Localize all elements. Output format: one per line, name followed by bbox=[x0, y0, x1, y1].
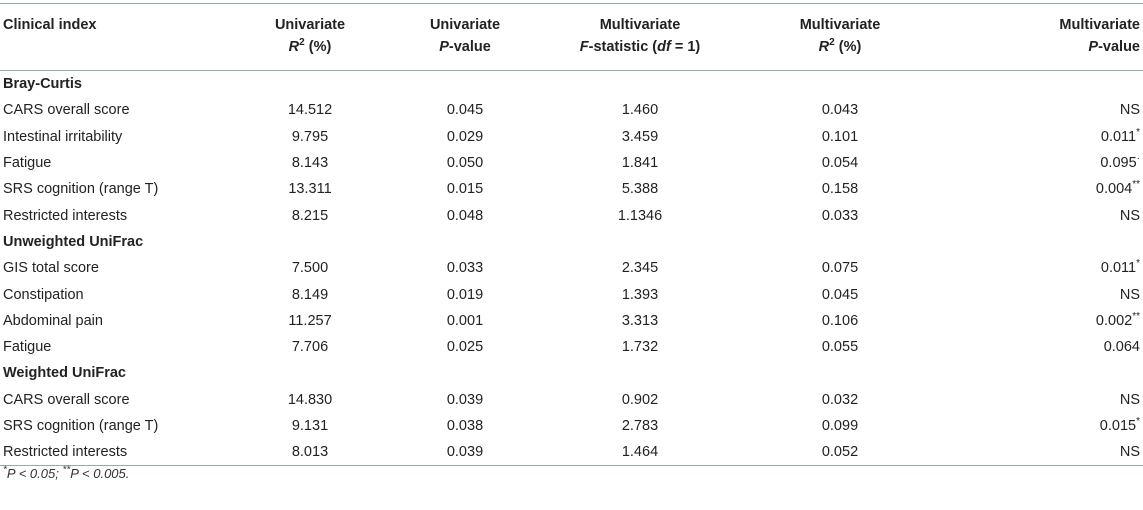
table-row bbox=[0, 281, 1143, 307]
p-value: 0.095 bbox=[1100, 155, 1137, 172]
table-row bbox=[0, 387, 1143, 413]
table-row bbox=[0, 97, 1143, 123]
p-value: NS bbox=[1119, 102, 1140, 119]
clinical-index-cell: Fatigue bbox=[3, 339, 52, 356]
table-row bbox=[0, 176, 1143, 202]
clinical-index-cell: SRS cognition (range T) bbox=[3, 418, 159, 434]
univariate-p-cell: 0.029 bbox=[446, 128, 484, 145]
header-multivariate-p: Multivariate bbox=[1059, 17, 1140, 33]
section-header-row bbox=[0, 71, 1143, 98]
multivariate-r2-cell: 0.032 bbox=[821, 391, 859, 408]
p-value: 0.011 bbox=[1100, 260, 1137, 277]
header-univariate-p: Univariate bbox=[429, 17, 501, 33]
header-clinical-index: Clinical index bbox=[3, 17, 97, 33]
univariate-r2-cell: 9.795 bbox=[291, 128, 329, 145]
f-statistic-cell: 2.345 bbox=[621, 260, 659, 277]
f-statistic-cell: 3.459 bbox=[621, 128, 659, 145]
multivariate-p-cell bbox=[940, 308, 1143, 334]
p-value: 0.015 bbox=[1099, 418, 1137, 434]
table-row bbox=[0, 439, 1143, 466]
significance-mark: * bbox=[1136, 126, 1140, 138]
f-statistic-cell: 1.1346 bbox=[617, 207, 663, 224]
table-row bbox=[0, 413, 1143, 439]
table-body bbox=[0, 71, 1143, 466]
clinical-index-cell: Intestinal irritability bbox=[3, 128, 123, 145]
header-sub-pvalue-multi: P-value bbox=[1088, 39, 1140, 55]
section-header-row bbox=[0, 229, 1143, 255]
header-sub-r2: $R^2$ (%) bbox=[288, 37, 332, 55]
multivariate-r2-cell: 0.101 bbox=[821, 128, 859, 145]
header-empty bbox=[0, 36, 230, 71]
multivariate-r2-cell: 0.099 bbox=[821, 418, 859, 434]
header-multivariate-r2: Multivariate bbox=[799, 17, 881, 33]
clinical-index-cell: Restricted interests bbox=[3, 444, 128, 461]
table-header bbox=[0, 4, 1143, 71]
header-sub-pvalue: P-value bbox=[439, 39, 491, 55]
clinical-index-cell: Fatigue bbox=[3, 155, 52, 172]
f-statistic-cell: 3.313 bbox=[621, 312, 659, 329]
table-row bbox=[0, 308, 1143, 334]
univariate-p-cell: 0.048 bbox=[446, 207, 484, 224]
multivariate-p-cell bbox=[940, 150, 1143, 176]
univariate-r2-cell: 7.500 bbox=[291, 260, 329, 277]
multivariate-p-cell bbox=[940, 124, 1143, 150]
univariate-p-cell: 0.033 bbox=[446, 260, 484, 277]
univariate-r2-cell: 8.143 bbox=[291, 155, 329, 172]
clinical-index-cell: Restricted interests bbox=[3, 207, 128, 224]
multivariate-p-cell bbox=[940, 334, 1143, 360]
p-value: 0.064 bbox=[1103, 339, 1140, 356]
univariate-p-cell: 0.001 bbox=[446, 312, 484, 329]
significance-mark: ** bbox=[1132, 310, 1140, 322]
f-statistic-cell: 1.464 bbox=[621, 444, 659, 461]
significance-mark: · bbox=[1136, 153, 1140, 165]
univariate-p-cell: 0.039 bbox=[446, 444, 484, 461]
p-value: 0.004 bbox=[1095, 181, 1133, 198]
p-value: NS bbox=[1119, 444, 1140, 461]
clinical-index-cell: GIS total score bbox=[3, 260, 99, 277]
f-statistic-cell: 5.388 bbox=[621, 181, 659, 198]
multivariate-p-cell bbox=[940, 439, 1143, 466]
multivariate-r2-cell: 0.054 bbox=[821, 155, 859, 172]
f-statistic-cell: 1.460 bbox=[621, 102, 659, 119]
f-statistic-cell: 2.783 bbox=[621, 418, 659, 434]
section-title: Unweighted UniFrac bbox=[3, 233, 144, 250]
multivariate-p-cell bbox=[940, 413, 1143, 439]
f-statistic-cell: 1.393 bbox=[621, 286, 659, 303]
multivariate-p-cell bbox=[940, 176, 1143, 202]
table-row bbox=[0, 150, 1143, 176]
header-sub-r2-multi: $R^2$ (%) bbox=[818, 37, 862, 55]
multivariate-r2-cell: 0.158 bbox=[821, 181, 859, 198]
univariate-p-cell: 0.050 bbox=[446, 155, 484, 172]
univariate-r2-cell: 11.257 bbox=[288, 312, 332, 329]
f-statistic-cell: 0.902 bbox=[621, 391, 659, 408]
multivariate-r2-cell: 0.043 bbox=[821, 102, 859, 119]
clinical-index-cell: CARS overall score bbox=[3, 102, 130, 119]
p-value: NS bbox=[1119, 391, 1140, 408]
p-value: 0.011 bbox=[1100, 128, 1137, 145]
univariate-p-cell: 0.019 bbox=[446, 286, 484, 303]
multivariate-r2-cell: 0.052 bbox=[821, 444, 859, 461]
multivariate-r2-cell: 0.033 bbox=[821, 207, 859, 224]
multivariate-r2-cell: 0.075 bbox=[821, 260, 859, 277]
multivariate-p-cell bbox=[940, 281, 1143, 307]
table-row bbox=[0, 202, 1143, 228]
results-table bbox=[0, 3, 1143, 466]
footnote: *P < 0.05; **P < 0.005. bbox=[3, 464, 130, 481]
multivariate-p-cell bbox=[940, 97, 1143, 123]
header-multivariate-f: Multivariate bbox=[599, 17, 681, 33]
univariate-r2-cell: 8.013 bbox=[291, 444, 329, 461]
univariate-r2-cell: 14.830 bbox=[287, 391, 333, 408]
significance-mark: * bbox=[1136, 258, 1140, 270]
univariate-r2-cell: 8.149 bbox=[291, 286, 329, 303]
p-value: NS bbox=[1119, 207, 1140, 224]
table-row bbox=[0, 124, 1143, 150]
univariate-r2-cell: 13.311 bbox=[288, 181, 332, 198]
univariate-p-cell: 0.015 bbox=[446, 181, 484, 198]
multivariate-r2-cell: 0.045 bbox=[821, 286, 859, 303]
clinical-index-cell: Abdominal pain bbox=[3, 312, 103, 329]
univariate-r2-cell: 8.215 bbox=[291, 207, 329, 224]
table-row bbox=[0, 334, 1143, 360]
univariate-p-cell: 0.038 bbox=[446, 418, 484, 434]
table-row bbox=[0, 255, 1143, 281]
clinical-index-cell: CARS overall score bbox=[3, 391, 130, 408]
section-title: Weighted UniFrac bbox=[3, 365, 126, 382]
header-univariate-r2: Univariate bbox=[274, 17, 346, 33]
univariate-r2-cell: 14.512 bbox=[287, 102, 333, 119]
univariate-r2-cell: 9.131 bbox=[291, 418, 329, 434]
section-header-row bbox=[0, 360, 1143, 386]
f-statistic-cell: 1.841 bbox=[621, 155, 659, 172]
multivariate-p-cell bbox=[940, 387, 1143, 413]
multivariate-p-cell bbox=[940, 202, 1143, 228]
univariate-p-cell: 0.045 bbox=[446, 102, 484, 119]
significance-mark: * bbox=[1136, 416, 1140, 428]
clinical-index-cell: SRS cognition (range T) bbox=[3, 181, 159, 198]
multivariate-p-cell bbox=[940, 255, 1143, 281]
univariate-r2-cell: 7.706 bbox=[291, 339, 329, 356]
univariate-p-cell: 0.025 bbox=[446, 339, 484, 356]
header-sub-fstat: F-statistic (df = 1) bbox=[579, 39, 701, 55]
significance-mark: ** bbox=[1132, 179, 1140, 191]
clinical-index-cell: Constipation bbox=[3, 286, 84, 303]
multivariate-r2-cell: 0.055 bbox=[821, 339, 859, 356]
p-value: 0.002 bbox=[1095, 312, 1133, 329]
section-title: Bray-Curtis bbox=[3, 76, 82, 93]
univariate-p-cell: 0.039 bbox=[446, 391, 484, 408]
p-value: NS bbox=[1119, 286, 1140, 303]
f-statistic-cell: 1.732 bbox=[621, 339, 659, 356]
multivariate-r2-cell: 0.106 bbox=[821, 312, 859, 329]
